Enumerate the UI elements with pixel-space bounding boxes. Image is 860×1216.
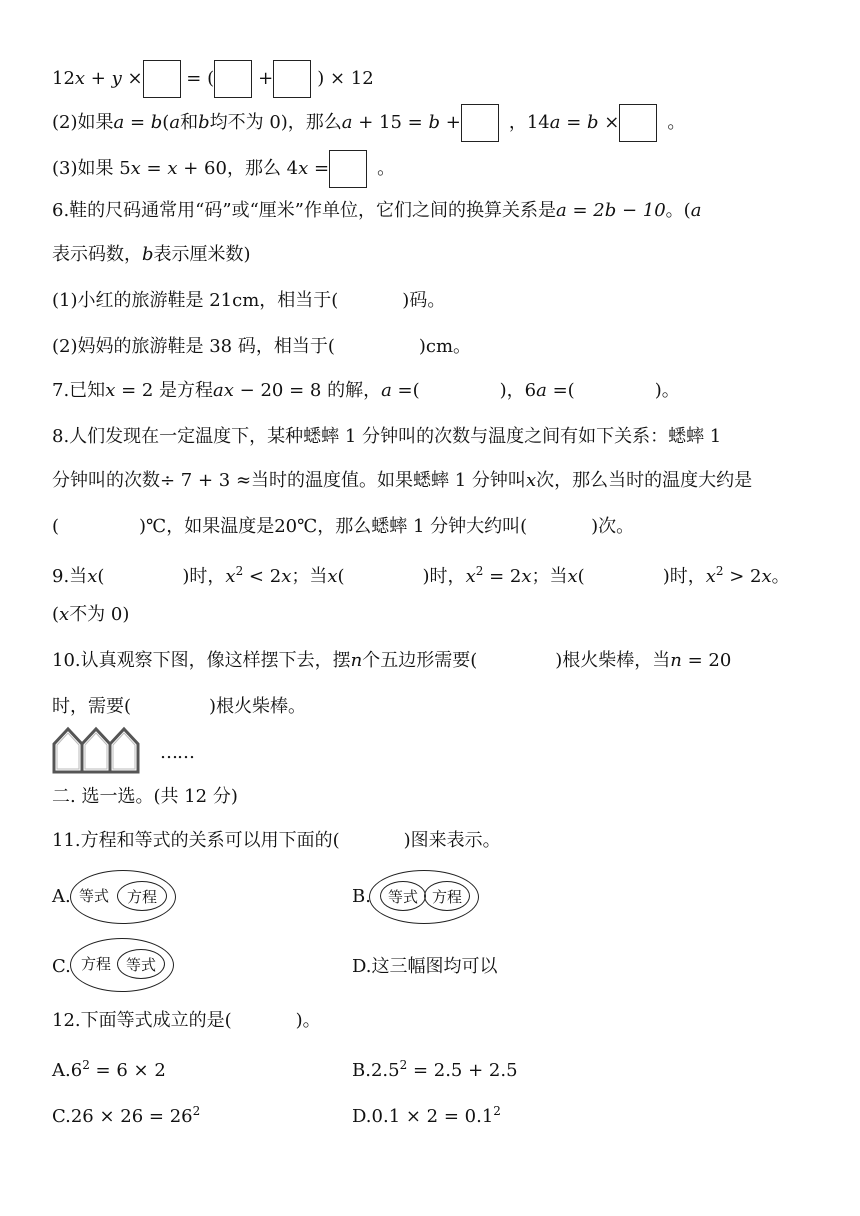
var-x: x [74, 68, 86, 89]
q7-line: 7.已知x = 2 是方程ax − 20 = 8 的解，a =( )，6a =( )。 [52, 380, 680, 401]
q12-stem: 12.下面等式成立的是( )。 [52, 1010, 321, 1031]
q11-option-c-label[interactable]: C. [52, 956, 71, 977]
answer-box[interactable] [214, 60, 252, 98]
q10-line1: 10.认真观察下图，像这样摆下去，摆n个五边形需要( )根火柴棒，当n = 20 [52, 650, 732, 671]
q9-line1: 9.当x( )时，$x^2 < 2x$；当x( )时，$x^2 = 2x$；当x( )时，$x^2 > 2x$。 [52, 564, 790, 587]
var-y: y [111, 68, 122, 89]
venn-b-outer [369, 870, 479, 924]
q5-sub2: (2)如果a = b(a和b均不为 0)，那么a + 15 = b + ，14a = b × 。 [52, 104, 685, 134]
q5-line1: 12x + y × = ( + ) × 12 [52, 60, 374, 90]
q8-line3: ( )℃，如果温度是20℃，那么蟋蟀 1 分钟大约叫( )次。 [52, 516, 635, 537]
venn-a-outer: 方程 等式 [70, 870, 176, 924]
q12-option-b[interactable]: $B.2.5^2 = 2.5 + 2.5$ [352, 1058, 518, 1081]
matchstick-pentagons-figure [50, 724, 162, 776]
q6-sub1: (1)小红的旅游鞋是 21cm，相当于( )码。 [52, 290, 446, 311]
ellipsis-dots: …… [160, 742, 194, 763]
answer-box[interactable] [619, 104, 657, 142]
q12-option-a[interactable]: $A.6^2 = 6 \times 2$ [52, 1058, 166, 1081]
q6-line1: 6.鞋的尺码通常用“码”或“厘米”作单位，它们之间的换算关系是a = 2b − 10。(a [52, 200, 702, 221]
q8-line2: 分钟叫的次数÷ 7 + 3 ≈当时的温度值。如果蟋蟀 1 分钟叫x次，那么当时的温度大约是 [52, 470, 753, 491]
q11-stem: 11.方程和等式的关系可以用下面的( )图来表示。 [52, 830, 501, 851]
q8-line1: 8.人们发现在一定温度下，某种蟋蟀 1 分钟叫的次数与温度之间有如下关系：蟋蟀 1 [52, 426, 722, 447]
q11-option-d[interactable]: D.这三幅图均可以 [352, 956, 498, 977]
q12-option-c[interactable]: $C.26 \times 26 = 26^2$ [52, 1104, 201, 1127]
q10-line2: 时，需要( )根火柴棒。 [52, 696, 307, 717]
answer-box[interactable] [273, 60, 311, 98]
q9-line2: (x不为 0) [52, 604, 130, 625]
answer-box[interactable] [329, 150, 367, 188]
q5-sub3: (3)如果 5x = x + 60，那么 4x = 。 [52, 150, 395, 180]
section-2-title: 二. 选一选。(共 12 分) [52, 786, 238, 807]
venn-a-inner: 方程 [117, 881, 167, 911]
answer-box[interactable] [461, 104, 499, 142]
q12-option-d[interactable]: $D.0.1 \times 2 = 0.1^2$ [352, 1104, 501, 1127]
venn-c-inner: 等式 [117, 949, 165, 979]
q6-line2: 表示码数，b表示厘米数) [52, 244, 251, 265]
venn-c-outer: 方程 等式 [70, 938, 174, 992]
answer-box[interactable] [143, 60, 181, 98]
venn-b-inner-2: 方程 [424, 881, 470, 911]
q11-option-a-label[interactable]: A. [52, 886, 71, 907]
q6-sub2: (2)妈妈的旅游鞋是 38 码，相当于( )cm。 [52, 336, 472, 357]
venn-b-inner-1: 等式 [380, 881, 426, 911]
q11-option-b-label[interactable]: B. [352, 886, 371, 907]
